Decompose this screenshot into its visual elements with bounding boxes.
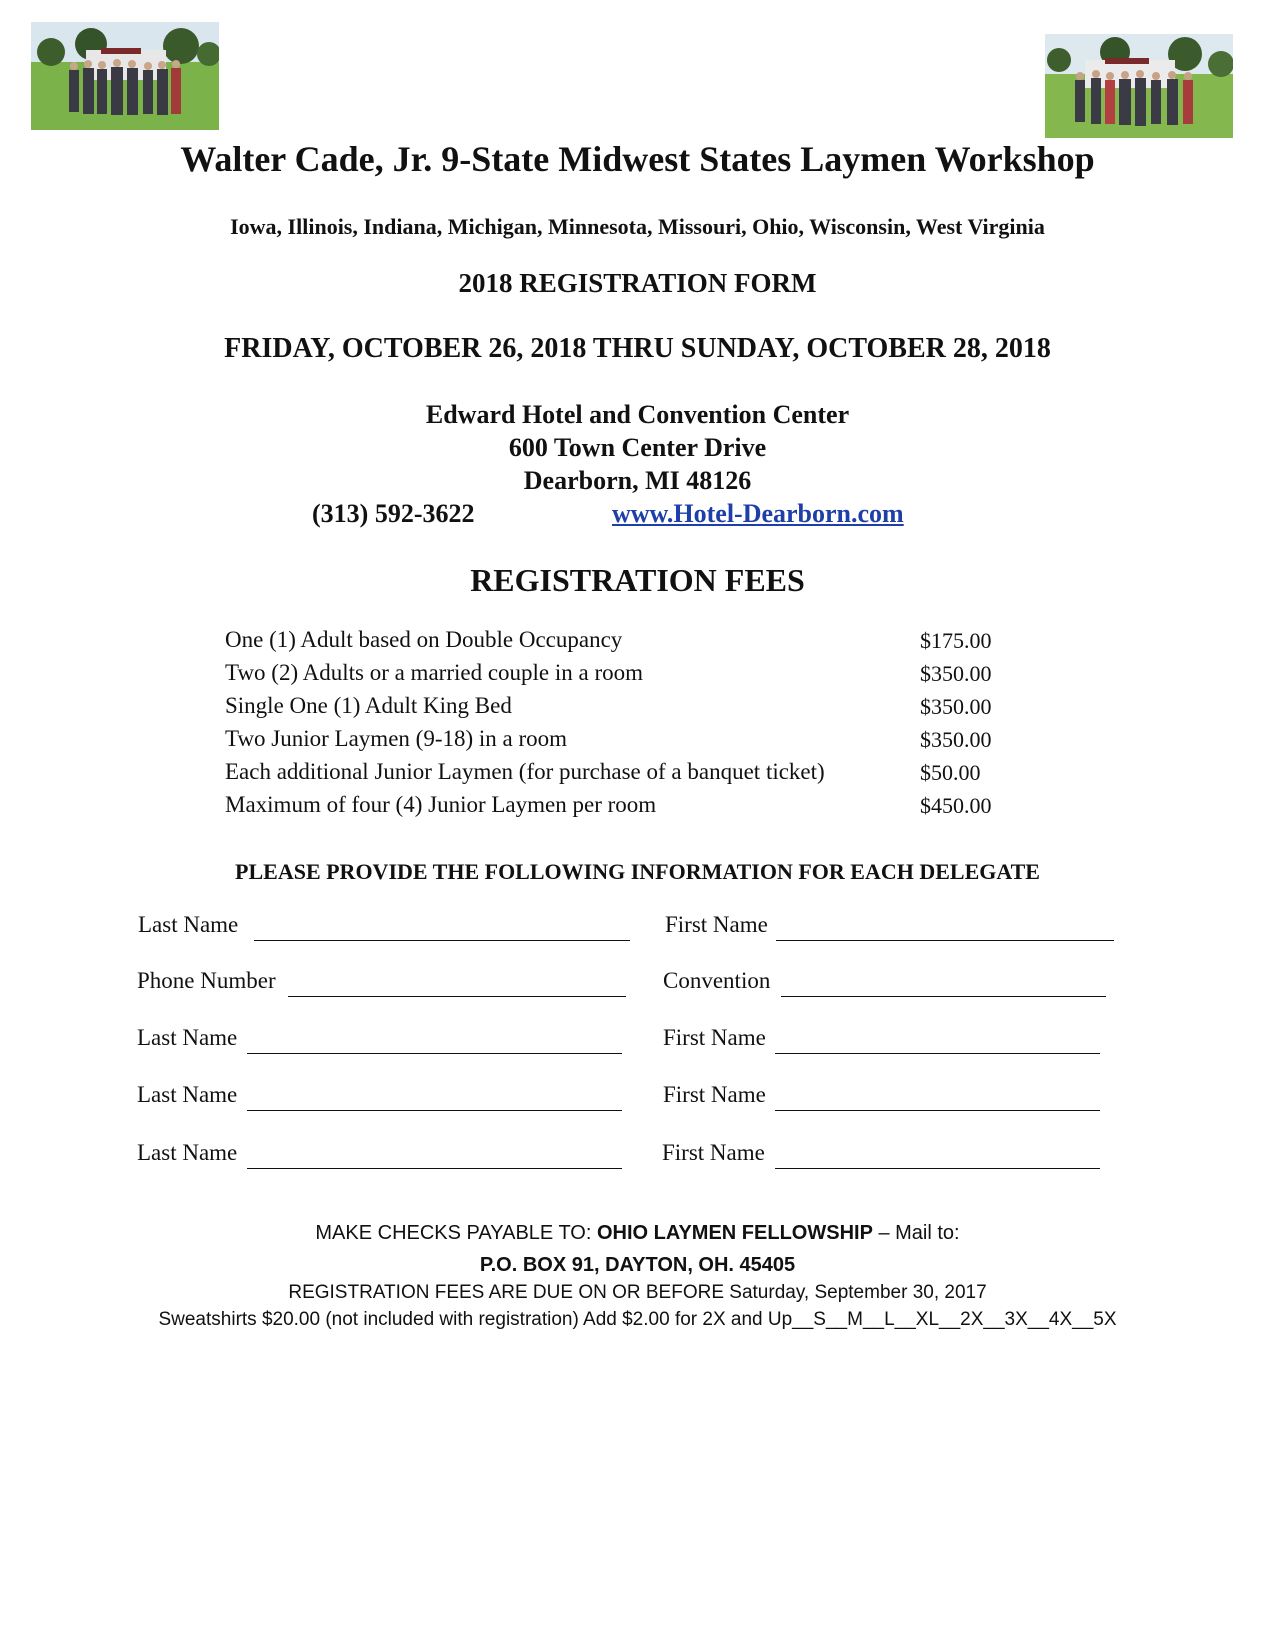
form-row [0, 1082, 1275, 1118]
fee-amount: $175.00 [920, 628, 992, 653]
last-name-field[interactable] [247, 1053, 622, 1054]
page-title: Walter Cade, Jr. 9-State Midwest States Laymen Workshop [180, 139, 1095, 179]
fee-row [225, 759, 1025, 792]
form-row [0, 968, 1275, 1004]
form-row [0, 1140, 1275, 1176]
mail-to-label: – Mail to: [872, 1222, 960, 1244]
form-row [0, 1025, 1275, 1061]
fee-amount: $350.00 [920, 727, 992, 752]
fee-description: One (1) Adult based on Double Occupancy [225, 627, 623, 652]
venue-street: 600 Town Center Drive [508, 433, 767, 462]
make-checks-label: MAKE CHECKS PAYABLE TO: [315, 1222, 597, 1244]
fee-row [225, 693, 1025, 726]
due-date-note: REGISTRATION FEES ARE DUE ON OR BEFORE Saturday, September 30, 2017 [288, 1282, 987, 1303]
delegate-instruction: PLEASE PROVIDE THE FOLLOWING INFORMATION FOR EACH DELEGATE [235, 859, 1040, 884]
fee-row [225, 726, 1025, 759]
group-photo-icon [1045, 34, 1233, 138]
fee-amount: $350.00 [920, 661, 992, 686]
fee-amount: $450.00 [920, 793, 992, 818]
mailing-address: P.O. BOX 91, DAYTON, OH. 45405 [479, 1254, 796, 1276]
last-name-field[interactable] [247, 1168, 622, 1169]
group-photo-left [31, 22, 219, 130]
convention-label: Convention [663, 968, 771, 993]
fee-description: Two (2) Adults or a married couple in a room [225, 660, 644, 685]
first-name-field[interactable] [775, 1053, 1100, 1054]
last-name-label: Last Name [137, 1025, 238, 1050]
group-photo-right [1045, 34, 1233, 138]
last-name-label: Last Name [138, 912, 239, 937]
states-list: Iowa, Illinois, Indiana, Michigan, Minnesota, Missouri, Ohio, Wisconsin, West Virginia [230, 214, 1045, 239]
sweatshirt-order-line: Sweatshirts $20.00 (not included with registration) Add $2.00 for 2X and Up__S__M__L__XL__2X__3X__4X__5X [158, 1309, 1117, 1330]
first-name-label: First Name [665, 912, 768, 937]
venue-website-link[interactable]: www.Hotel-Dearborn.com [612, 499, 904, 528]
group-photo-icon [31, 22, 219, 130]
last-name-label: Last Name [137, 1082, 238, 1107]
fees-table [225, 627, 1025, 825]
phone-number-field[interactable] [288, 996, 626, 997]
fee-row [225, 627, 1025, 660]
fee-description: Single One (1) Adult King Bed [225, 693, 512, 718]
form-title: 2018 REGISTRATION FORM [458, 268, 817, 298]
first-name-field[interactable] [775, 1168, 1100, 1169]
fee-amount: $350.00 [920, 694, 992, 719]
fee-row [225, 792, 1025, 825]
fee-description: Each additional Junior Laymen (for purchase of a banquet ticket) [225, 759, 825, 784]
form-row [0, 912, 1275, 948]
payment-line [0, 1222, 1275, 1245]
first-name-label: First Name [663, 1082, 766, 1107]
last-name-field[interactable] [247, 1110, 622, 1111]
last-name-field[interactable] [254, 940, 630, 941]
fee-amount: $50.00 [920, 760, 981, 785]
phone-number-label: Phone Number [137, 968, 276, 993]
venue-name: Edward Hotel and Convention Center [425, 400, 850, 429]
venue-city: Dearborn, MI 48126 [523, 466, 752, 495]
first-name-label: First Name [662, 1140, 765, 1165]
venue-phone: (313) 592-3622 [312, 499, 475, 528]
payee-name: OHIO LAYMEN FELLOWSHIP [596, 1222, 873, 1244]
first-name-field[interactable] [775, 1110, 1100, 1111]
fees-heading: REGISTRATION FEES [470, 562, 805, 598]
convention-field[interactable] [781, 996, 1106, 997]
first-name-label: First Name [663, 1025, 766, 1050]
last-name-label: Last Name [137, 1140, 238, 1165]
fee-description: Two Junior Laymen (9-18) in a room [225, 726, 568, 751]
fee-description: Maximum of four (4) Junior Laymen per room [225, 792, 657, 817]
event-dates: FRIDAY, OCTOBER 26, 2018 THRU SUNDAY, OCTOBER 28, 2018 [224, 333, 1051, 364]
fee-row [225, 660, 1025, 693]
first-name-field[interactable] [776, 940, 1114, 941]
